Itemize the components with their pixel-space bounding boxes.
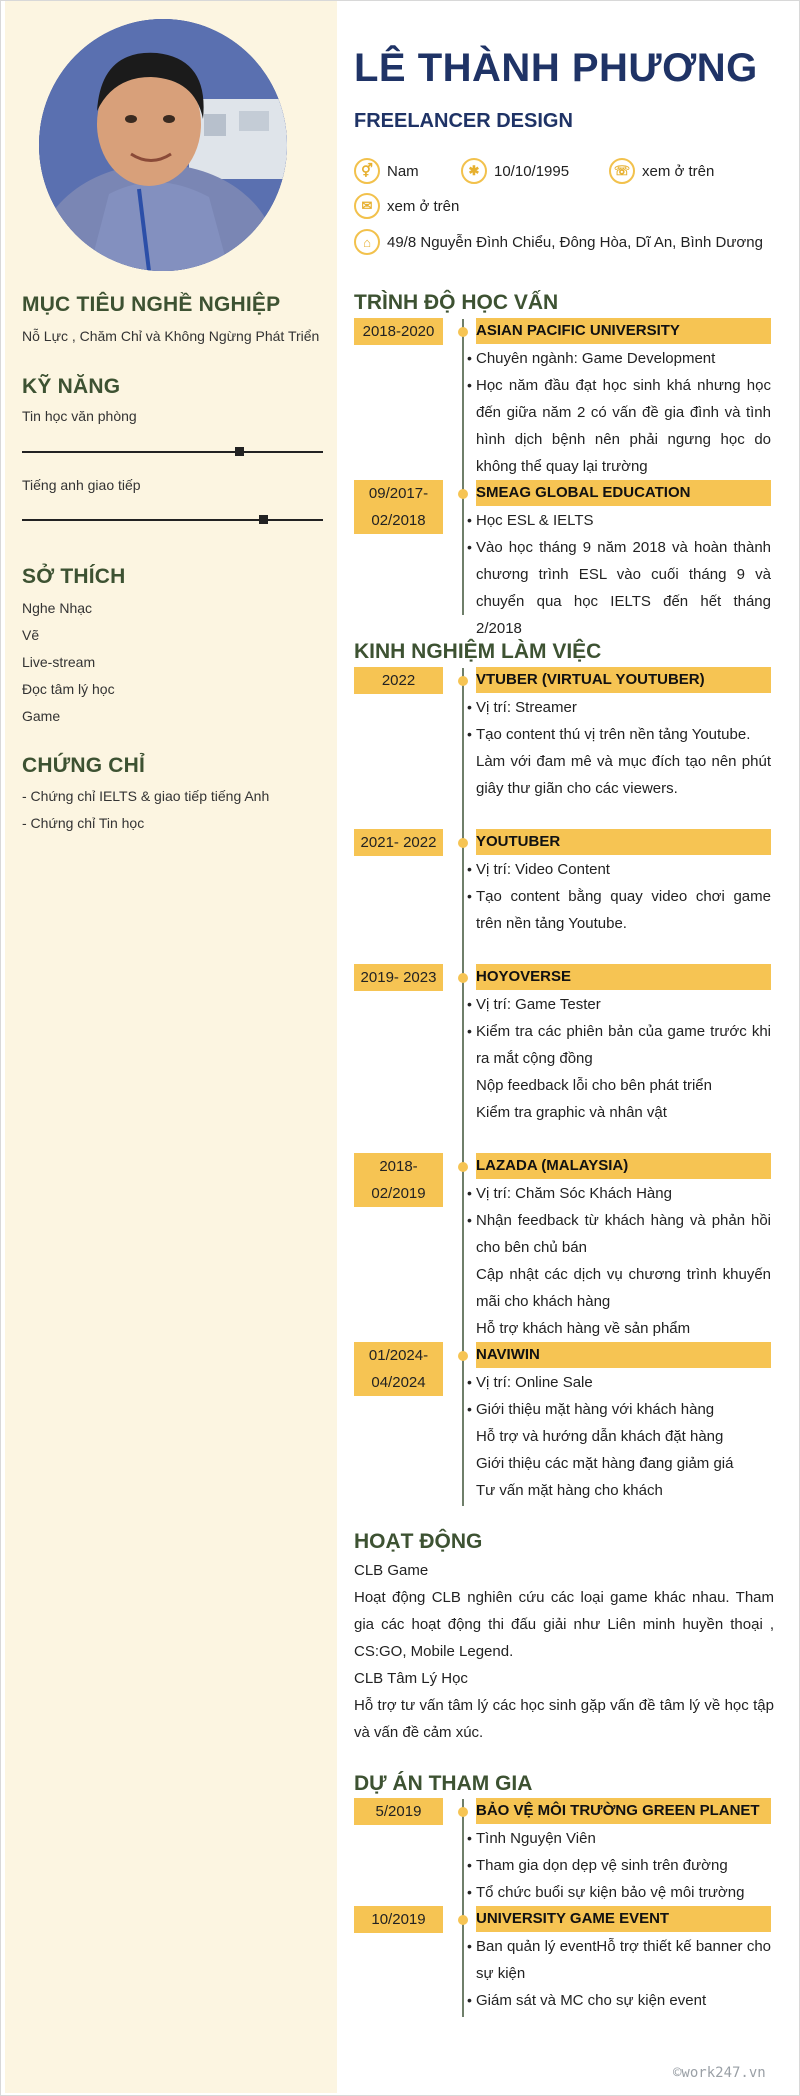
cert-item: - Chứng chỉ Tin học — [22, 815, 145, 831]
bullet-line: • Tình Nguyện Viên — [467, 1830, 596, 1847]
experience-date: 2019- 2023 — [354, 964, 443, 991]
skill-level-marker — [235, 447, 244, 456]
skill-label: Tiếng anh giao tiếp — [22, 477, 141, 493]
birthday-info — [461, 158, 569, 184]
experience-heading: KINH NGHIỆM LÀM VIỆC — [354, 640, 602, 663]
projects-heading: DỰ ÁN THAM GIA — [354, 1772, 533, 1795]
experience-date: 2021- 2022 — [354, 829, 443, 856]
timeline-dot — [458, 1351, 468, 1361]
certs-heading: CHỨNG CHỈ — [22, 754, 146, 777]
experience-title: LAZADA (MALAYSIA) — [476, 1153, 771, 1179]
experience-title: YOUTUBER — [476, 829, 771, 855]
hobby-item: Vẽ — [22, 627, 40, 643]
birthday-value: 10/10/1995 — [494, 162, 570, 180]
experience-date: 2022 — [354, 667, 443, 694]
skills-heading: KỸ NĂNG — [22, 375, 121, 398]
education-date: 09/2017- 02/2018 — [354, 480, 443, 534]
bullet-line: • Nhận feedback từ khách hàng và phản hồi cho bên chủ bán — [467, 1212, 771, 1256]
bullet-line: • Vị trí: Game Tester — [467, 996, 601, 1013]
bullet-line: • Ban quản lý eventHỗ trợ thiết kế banner cho sự kiện — [467, 1938, 771, 1982]
experience-title: VTUBER (VIRTUAL YOUTUBER) — [476, 667, 771, 693]
skill-label: Tin học văn phòng — [22, 408, 137, 424]
phone-value: xem ở trên — [642, 162, 715, 180]
timeline-dot — [458, 973, 468, 983]
bullet-line: • Giới thiệu mặt hàng với khách hàng — [467, 1401, 715, 1418]
hobby-item: Live-stream — [22, 654, 96, 670]
gender-icon: ⚥ — [354, 158, 380, 184]
bullet-line: • Chuyên ngành: Game Development — [467, 350, 716, 367]
watermark: ©work247.vn — [673, 2065, 766, 2081]
project-title: UNIVERSITY GAME EVENT — [476, 1906, 771, 1932]
bullet-line: • Vị trí: Video Content — [467, 861, 610, 878]
objective-heading: MỤC TIÊU NGHỀ NGHIỆP — [22, 293, 281, 316]
objective-text: Nỗ Lực , Chăm Chỉ và Không Ngừng Phát Triển — [22, 328, 320, 344]
bullet-line: • Tổ chức buổi sự kiện bảo vệ môi trường — [467, 1884, 745, 1901]
education-heading: TRÌNH ĐỘ HỌC VẤN — [354, 291, 559, 314]
hobbies-heading: SỞ THÍCH — [22, 565, 126, 588]
text-line: Tư vấn mặt hàng cho khách — [476, 1482, 663, 1499]
skill-level-marker — [259, 515, 268, 524]
timeline-dot — [458, 1915, 468, 1925]
activity-line: Hỗ trợ tư vấn tâm lý các học sinh gặp vấn đề tâm lý về học tập và vấn đề cảm xúc. — [354, 1697, 774, 1741]
experience-date: 2018- 02/2019 — [354, 1153, 443, 1207]
candidate-name: LÊ THÀNH PHƯƠNG — [354, 46, 758, 90]
avatar — [39, 19, 287, 271]
text-line: Hỗ trợ và hướng dẫn khách đặt hàng — [476, 1428, 724, 1445]
text-line: Cập nhật các dịch vụ chương trình khuyến mãi cho khách hàng — [476, 1266, 771, 1310]
hobby-item: Đọc tâm lý học — [22, 681, 115, 697]
timeline-dot — [458, 1807, 468, 1817]
education-timeline — [462, 319, 464, 615]
project-date: 5/2019 — [354, 1798, 443, 1825]
hobby-item: Game — [22, 708, 61, 724]
timeline-dot — [458, 676, 468, 686]
bullet-line: • Tạo content bằng quay video chơi game trên nền tảng Youtube. — [467, 888, 771, 932]
education-title: ASIAN PACIFIC UNIVERSITY — [476, 318, 771, 344]
text-line: Hỗ trợ khách hàng về sản phẩm — [476, 1320, 691, 1337]
bullet-line: • Tham gia dọn dẹp vệ sinh trên đường — [467, 1857, 728, 1874]
address-value: 49/8 Nguyễn Đình Chiểu, Đông Hòa, Dĩ An, Bình Dương — [387, 233, 763, 251]
bullet-line: • Giám sát và MC cho sự kiện event — [467, 1992, 707, 2009]
bullet-line: • Vị trí: Streamer — [467, 699, 577, 716]
experience-title: HOYOVERSE — [476, 964, 771, 990]
skill-level-bar — [22, 451, 323, 453]
phone-icon: ☏ — [609, 158, 635, 184]
bullet-line: • Kiểm tra các phiên bản của game trước khi ra mắt cộng đồng — [467, 1023, 771, 1067]
experience-timeline — [462, 668, 464, 1506]
timeline-dot — [458, 327, 468, 337]
email-value: xem ở trên — [387, 197, 460, 215]
cert-item: - Chứng chỉ IELTS & giao tiếp tiếng Anh — [22, 788, 270, 804]
bullet-line: • Vị trí: Chăm Sóc Khách Hàng — [467, 1185, 672, 1202]
bullet-line: • Học năm đầu đạt học sinh khá nhưng học đến giữa năm 2 có vấn đề gia đình và tình hình dịch bệnh nên phải ngưng học do không thể quay lại trường — [467, 377, 771, 475]
bullet-line: • Tạo content thú vị trên nền tảng Youtube. — [467, 726, 751, 743]
activity-line: Hoạt động CLB nghiên cứu các loại game khác nhau. Tham gia các hoạt động thi đấu giải như Liên minh huyền thoại , CS:GO, Mobile Legend. — [354, 1589, 774, 1660]
text-line: Giới thiệu các mặt hàng đang giảm giá — [476, 1455, 734, 1472]
address-info — [354, 229, 763, 255]
projects-timeline — [462, 1799, 464, 2017]
avatar-photo — [39, 19, 287, 271]
activities-heading: HOẠT ĐỘNG — [354, 1530, 483, 1553]
bullet-line: • Vào học tháng 9 năm 2018 và hoàn thành chương trình ESL vào cuối tháng 9 và chuyển qua học IELTS đến hết tháng 2/2018 — [467, 539, 771, 637]
phone-info — [609, 158, 714, 184]
text-line: Nộp feedback lỗi cho bên phát triển — [476, 1077, 712, 1094]
text-line: Làm với đam mê và mục đích tạo nên phút giây thư giãn cho các viewers. — [476, 753, 771, 797]
project-title: BẢO VỆ MÔI TRƯỜNG GREEN PLANET — [476, 1798, 771, 1824]
skill-level-bar — [22, 519, 323, 521]
timeline-dot — [458, 838, 468, 848]
map-pin-icon: ⌂ — [354, 229, 380, 255]
bullet-line: • Vị trí: Online Sale — [467, 1374, 593, 1391]
gender-info — [354, 158, 419, 184]
envelope-icon: ✉ — [354, 193, 380, 219]
cake-icon: ✱ — [461, 158, 487, 184]
education-title: SMEAG GLOBAL EDUCATION — [476, 480, 771, 506]
experience-date: 01/2024- 04/2024 — [354, 1342, 443, 1396]
text-line: Kiểm tra graphic và nhân vật — [476, 1104, 667, 1121]
email-info — [354, 193, 459, 219]
project-date: 10/2019 — [354, 1906, 443, 1933]
gender-value: Nam — [387, 162, 419, 180]
experience-title: NAVIWIN — [476, 1342, 771, 1368]
hobby-item: Nghe Nhạc — [22, 600, 93, 616]
activity-line: CLB Game — [354, 1562, 429, 1579]
education-date: 2018-2020 — [354, 318, 443, 345]
bullet-line: • Học ESL & IELTS — [467, 512, 594, 529]
activity-line: CLB Tâm Lý Học — [354, 1670, 468, 1687]
candidate-role: FREELANCER DESIGN — [354, 110, 573, 132]
timeline-dot — [458, 489, 468, 499]
timeline-dot — [458, 1162, 468, 1172]
